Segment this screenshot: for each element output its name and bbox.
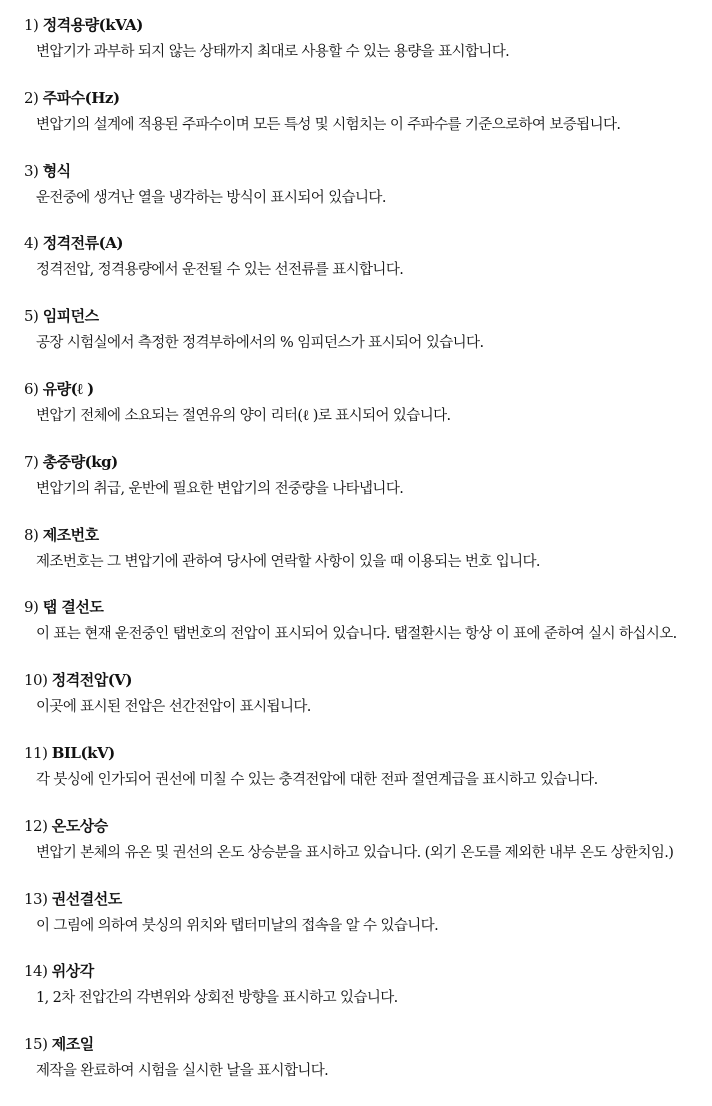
item-title: 정격용량(kVA) [42, 16, 143, 34]
item-number: 15) [24, 1035, 48, 1054]
item-description: 변압기가 과부하 되지 않는 상태까지 최대로 사용할 수 있는 용량을 표시합니다. [36, 44, 510, 60]
item-title: 주파수(Hz) [42, 88, 120, 107]
item-heading [24, 524, 712, 546]
item-title: 형식 [42, 161, 71, 180]
list-item [24, 960, 712, 1033]
item-title: 권선결선도 [51, 889, 122, 908]
item-number: 8) [24, 525, 39, 544]
item-heading [24, 305, 712, 327]
item-number: 10) [24, 671, 48, 690]
item-number: 14) [24, 962, 48, 981]
list-item [24, 524, 712, 597]
item-number: 12) [24, 816, 48, 835]
item-title: 유량(ℓ ) [42, 379, 94, 398]
item-heading [24, 960, 712, 982]
list-item [24, 160, 712, 233]
list-item [24, 815, 712, 888]
item-title: 임피던스 [42, 307, 99, 326]
list-item [24, 14, 712, 87]
item-description: 이 그림에 의하여 붓싱의 위치와 탭터미날의 접속을 알 수 있습니다. [36, 917, 439, 934]
item-description: 이 표는 현재 운전중인 탭번호의 전압이 표시되어 있습니다. 탭절환시는 항상 이 표에 준하여 실시 하십시오. [36, 626, 677, 643]
item-number: 6) [24, 379, 39, 398]
item-number: 13) [24, 889, 48, 908]
item-description: 제작을 완료하여 시험을 실시한 날을 표시합니다. [36, 1063, 329, 1080]
item-heading [24, 669, 712, 691]
item-description: 변압기의 취급, 운반에 필요한 변압기의 전중량을 나타냅니다. [36, 480, 404, 497]
item-description: 각 붓싱에 인가되어 권선에 미칠 수 있는 충격전압에 대한 전파 절연계급을 표시하고 있습니다. [36, 771, 598, 788]
list-item [24, 669, 712, 742]
item-number: 1) [24, 16, 39, 34]
item-description: 이곳에 표시된 전압은 선간전압이 표시됩니다. [36, 699, 311, 716]
list-item [24, 305, 712, 378]
item-description: 제조번호는 그 변압기에 관하여 당사에 연락할 사항이 있을 때 이용되는 번호 입니다. [36, 553, 540, 570]
item-number: 9) [24, 598, 39, 617]
list-item [24, 451, 712, 524]
list-item [24, 888, 712, 961]
item-description: 정격전압, 정격용량에서 운전될 수 있는 선전류를 표시합니다. [36, 262, 404, 279]
item-title: 총중량(kg) [42, 452, 118, 471]
item-heading [24, 451, 712, 473]
item-title: BIL(kV) [51, 743, 115, 762]
list-item [24, 378, 712, 451]
list-item [24, 1033, 712, 1106]
list-item [24, 87, 712, 160]
item-heading [24, 742, 712, 764]
item-title: 제조번호 [42, 525, 99, 544]
item-heading [24, 378, 712, 400]
item-title: 정격전류(A) [42, 234, 123, 253]
item-title: 탭 결선도 [42, 598, 104, 617]
item-description: 변압기 본체의 유온 및 권선의 온도 상승분을 표시하고 있습니다. (외기 온도를 제외한 내부 온도 상한치임.) [36, 844, 674, 861]
list-item [24, 232, 712, 305]
list-item [24, 742, 712, 815]
item-heading [24, 232, 712, 254]
list-item [24, 596, 712, 669]
item-heading [24, 14, 712, 36]
item-number: 2) [24, 88, 39, 107]
item-description: 공장 시험실에서 측정한 정격부하에서의 % 임피던스가 표시되어 있습니다. [36, 335, 484, 352]
item-title: 제조일 [51, 1035, 94, 1054]
item-heading [24, 815, 712, 837]
item-number: 7) [24, 452, 39, 471]
item-description: 변압기 전체에 소요되는 절연유의 양이 리터(ℓ )로 표시되어 있습니다. [36, 407, 451, 424]
item-description: 변압기의 설계에 적용된 주파수이며 모든 특성 및 시험치는 이 주파수를 기준으로하여 보증됩니다. [36, 116, 621, 133]
item-number: 11) [24, 743, 48, 762]
item-heading [24, 1033, 712, 1055]
item-title: 정격전압(V) [51, 671, 133, 690]
item-heading [24, 888, 712, 910]
item-heading [24, 160, 712, 182]
item-title: 온도상승 [51, 816, 108, 835]
item-description: 1, 2차 전압간의 각변위와 상회전 방향을 표시하고 있습니다. [36, 990, 398, 1007]
item-heading [24, 87, 712, 109]
item-description: 운전중에 생겨난 열을 냉각하는 방식이 표시되어 있습니다. [36, 189, 386, 206]
item-number: 4) [24, 234, 39, 253]
item-heading [24, 596, 712, 618]
item-number: 3) [24, 161, 39, 180]
item-title: 위상각 [51, 962, 94, 981]
item-number: 5) [24, 307, 39, 326]
